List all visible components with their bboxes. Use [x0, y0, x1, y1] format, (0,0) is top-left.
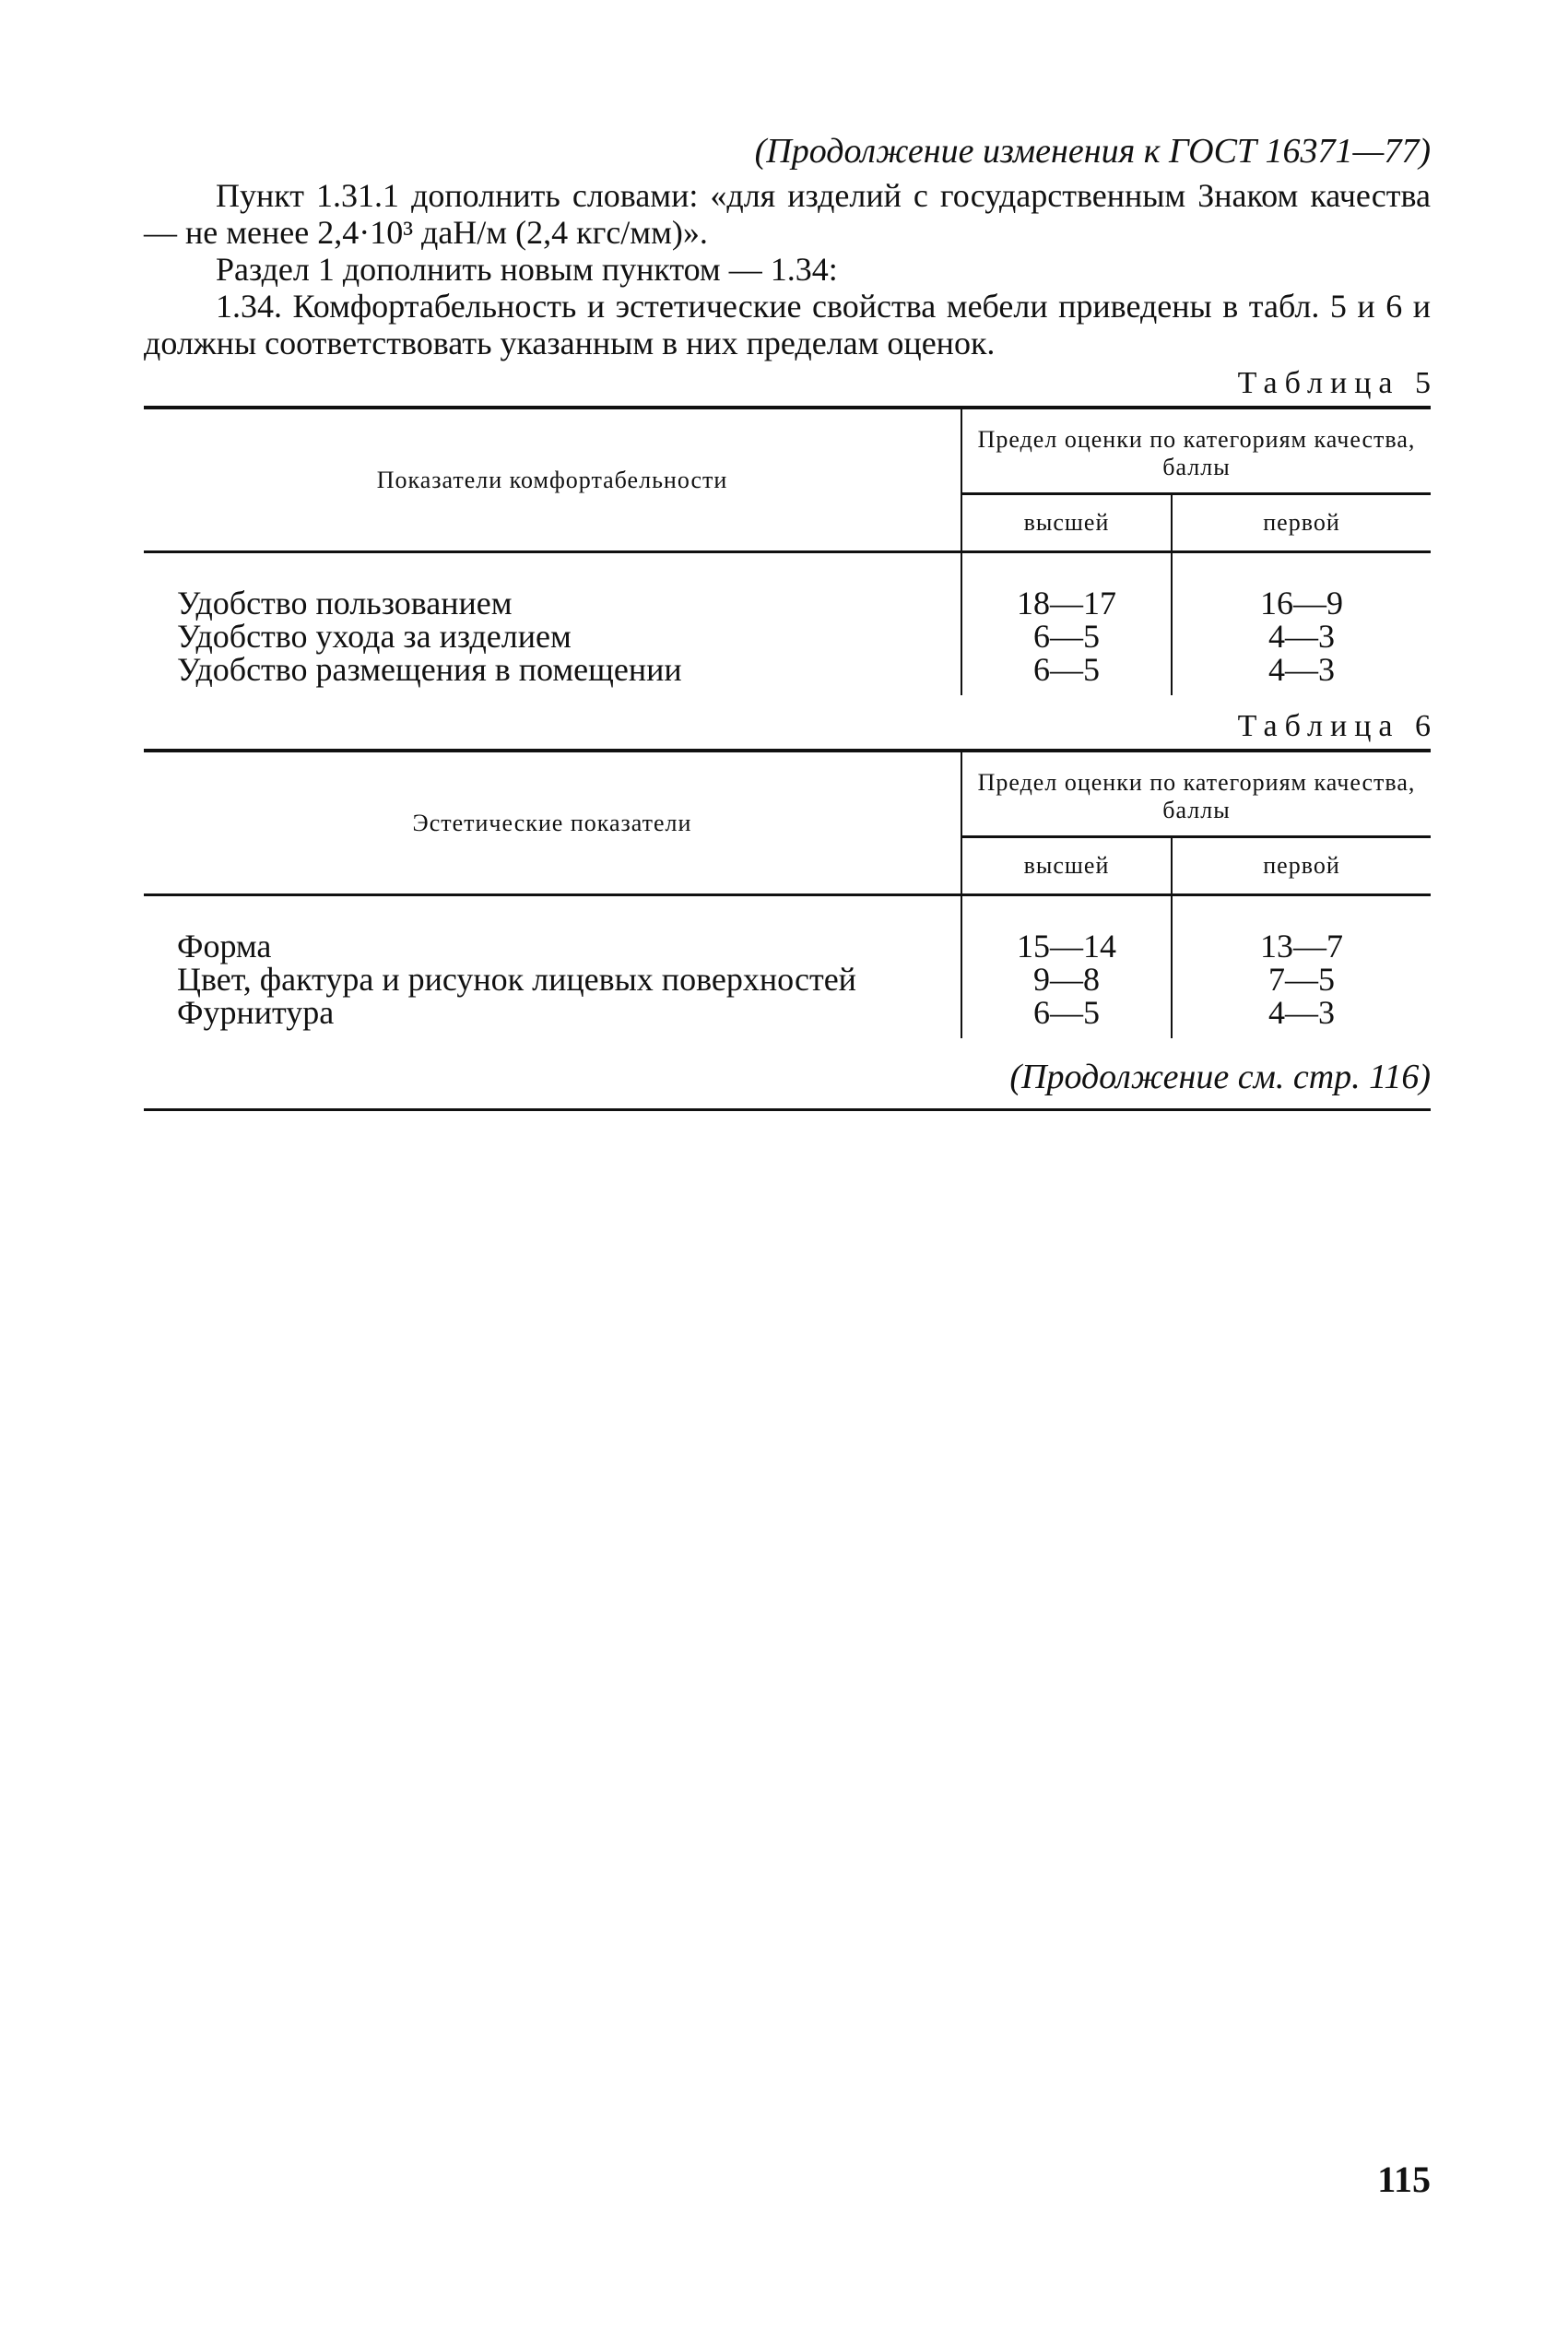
table5-caption: Таблица 5: [1237, 366, 1438, 400]
table6-names-column: [144, 895, 961, 1039]
table5-row-first: 16—9: [1260, 585, 1343, 621]
table6-row-name: Цвет, фактура и рисунок лицевых поверхностей: [177, 961, 856, 998]
table5-row-high: 18—17: [1017, 585, 1116, 621]
table6-row-high: 15—14: [1017, 928, 1116, 964]
paragraph-3: 1.34. Комфортабельность и эстетические свойства мебели приведены в табл. 5 и 6 и должны соответствовать указанным в них пределам оценок.: [144, 288, 1431, 361]
table6-row-name: Форма: [177, 928, 272, 964]
table5-col-header: Показатели комфортабельности: [376, 466, 728, 493]
table6-high-column: [961, 895, 1172, 1039]
table5-row-name: Удобство ухода за изделием: [177, 618, 572, 655]
table5-first-column: [1172, 552, 1431, 696]
table5-high-column: [961, 552, 1172, 696]
table5-group-header: Предел оценки по категориям качества, баллы: [961, 408, 1431, 494]
table5-row-first: 4—3: [1268, 618, 1335, 655]
table6-sub-header-high: высшей: [961, 837, 1172, 895]
table5-row-name: Удобство размещения в помещении: [177, 651, 682, 688]
table6-first-column: [1172, 895, 1431, 1039]
page-header: (Продолжение изменения к ГОСТ 16371—77): [754, 132, 1431, 171]
table6-caption: Таблица 6: [1237, 709, 1438, 743]
table5-row-high: 6—5: [1033, 618, 1100, 655]
table5-names-column: [144, 552, 961, 696]
document-page: [144, 129, 1438, 1111]
table6-row-first: 4—3: [1268, 994, 1335, 1031]
table6-row-high: 9—8: [1033, 961, 1100, 998]
table6-row-high: 6—5: [1033, 994, 1100, 1031]
table6-row-first: 13—7: [1260, 928, 1343, 964]
page-number: 115: [1377, 2159, 1431, 2200]
table6-col-header: Эстетические показатели: [412, 809, 692, 836]
table5-sub-header-high: высшей: [961, 494, 1172, 552]
continuation-note: (Продолжение см. стр. 116): [144, 1055, 1431, 1111]
table6-row-first: 7—5: [1268, 961, 1335, 998]
table6: [144, 749, 1431, 1038]
table6-group-header: Предел оценки по категориям качества, баллы: [961, 751, 1431, 837]
table5: [144, 406, 1431, 695]
table6-sub-header-first: первой: [1172, 837, 1431, 895]
table5-sub-header-first: первой: [1172, 494, 1431, 552]
table6-row-name: Фурнитура: [177, 994, 335, 1031]
paragraph-1: Пункт 1.31.1 дополнить словами: «для изделий с государственным Знаком качества — не менее 2,4·10³ даН/м (2,4 кгс/мм)».: [144, 177, 1431, 251]
table5-row-high: 6—5: [1033, 651, 1100, 688]
paragraph-2: Раздел 1 дополнить новым пунктом — 1.34:: [216, 251, 838, 288]
table5-row-first: 4—3: [1268, 651, 1335, 688]
table5-row-name: Удобство пользованием: [177, 585, 513, 621]
